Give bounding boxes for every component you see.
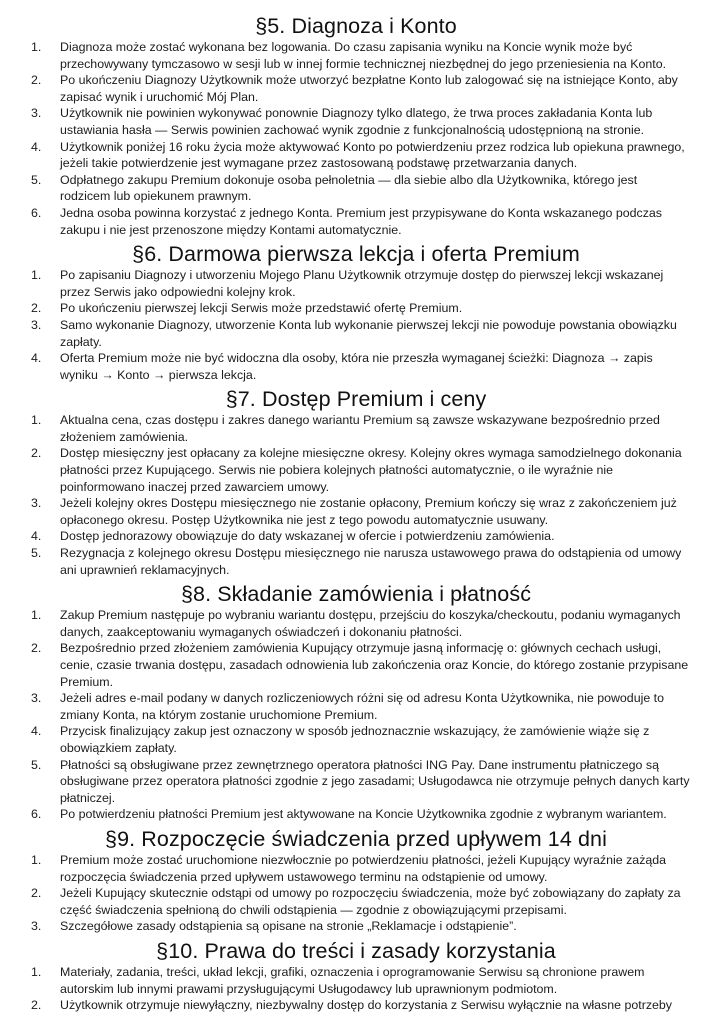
clause-text: Odpłatnego zakupu Premium dokonuje osoba pełnoletnia — dla siebie albo dla Użytkownika, którego jest rodzicem lub opiekunem prawnym.: [60, 172, 638, 204]
clause-item: [22, 105, 690, 138]
section-8: [22, 581, 690, 823]
clause-item: [22, 997, 690, 1014]
clause-item: [22, 607, 690, 640]
clause-number: 6.: [31, 807, 42, 822]
clause-text: Jeżeli adres e-mail podany w danych rozliczeniowych różni się od adresu Konta Użytkownika, nie powoduje to zmiany Konta, na którym zostanie uruchomione Premium.: [60, 691, 665, 722]
section-title: §8. Składanie zamówienia i płatność: [180, 582, 532, 607]
clause-item: [22, 545, 690, 578]
clause-item: [22, 39, 690, 72]
clause-text: Premium może zostać uruchomione niezwłocznie po potwierdzeniu płatności, jeżeli Kupujący wyraźnie zażąda rozpoczęcia świadczenia przed upływem ustawowego terminu na odstąpienie od umowy.: [60, 852, 667, 884]
clause-number: 4.: [31, 724, 42, 739]
clause-text: Diagnoza może zostać wykonana bez logowania. Do czasu zapisania wyniku na Koncie wynik może być przechowywany tymczasowo w sesji lub w innej formie technicznej niezbędnej do jego przeniesienia na Konto.: [60, 40, 667, 71]
clause-item: [22, 300, 690, 317]
clause-item: [22, 495, 690, 528]
clause-number: 4.: [31, 529, 42, 544]
clause-number: 3.: [31, 106, 42, 121]
clause-text: Materiały, zadania, treści, układ lekcji, grafiki, oznaczenia i oprogramowanie Serwisu są chronione prawem autorskim lub innymi prawami przysługującymi Usługodawcy lub uprawnionym podmiotom.: [60, 964, 645, 996]
clause-text: Jeżeli Kupujący skutecznie odstąpi od umowy po rozpoczęciu świadczenia, może być zobowiązany do zapłaty za część świadczenia spełnioną do chwili odstąpienia — zgodnie z obowiązującymi przepisami.: [60, 886, 681, 917]
clause-item: [22, 72, 690, 105]
clause-text: Szczegółowe zasady odstąpienia są opisane na stronie „Reklamacje i odstąpienie”.: [60, 919, 517, 934]
clause-item: [22, 350, 690, 383]
clause-text: Dostęp jednorazowy obowiązuje do daty wskazanej w ofercie i potwierdzeniu zamówienia.: [60, 529, 555, 544]
clause-number: 5.: [31, 546, 42, 561]
clause-number: 2.: [31, 998, 42, 1013]
section-title: §9. Rozpoczęcie świadczenia przed upływem 14 dni: [105, 826, 607, 851]
clause-item: [22, 528, 690, 545]
clause-item: [22, 806, 690, 823]
clause-number: 1.: [31, 608, 42, 623]
section-10: [22, 938, 690, 1014]
section-6: [22, 241, 690, 383]
clause-item: [22, 445, 690, 495]
section-title: §6. Darmowa pierwsza lekcja i oferta Premium: [132, 242, 580, 267]
clause-item: [22, 852, 690, 885]
clause-number: 6.: [31, 205, 42, 220]
clause-number: 5.: [31, 172, 42, 187]
clause-item: [22, 723, 690, 756]
clause-item: [22, 757, 690, 807]
clause-text: Rezygnacja z kolejnego okresu Dostępu miesięcznego nie narusza ustawowego prawa do odstąpienia od umowy ani uprawnień reklamacyjnych.: [60, 546, 682, 577]
clause-list: [22, 267, 690, 383]
section-title: §7. Dostęp Premium i ceny: [225, 387, 487, 412]
clause-text: Oferta Premium może nie być widoczna dla osoby, która nie przeszła wymaganej ścieżki: Diagnoza → zapis wyniku → Konto → pierwsza lekcja.: [60, 351, 653, 382]
clause-text: Po zapisaniu Diagnozy i utworzeniu Mojego Planu Użytkownik otrzymuje dostęp do pierwszej lekcji wskazanej przez Serwis jako odpowiedni kolejny krok.: [60, 268, 664, 299]
clause-item: [22, 317, 690, 350]
clause-number: 3.: [31, 919, 42, 934]
clause-text: Bezpośrednio przed złożeniem zamówienia Kupujący otrzymuje jasną informację o: głównych cechach usługi, cenie, czasie trwania dostępu, zasadach odnowienia lub zakończenia oraz Koncie, do którego zostanie przypisane Premium.: [60, 641, 689, 689]
clause-text: Przycisk finalizujący zakup jest oznaczony w sposób jednoznacznie wskazujący, że zamówienie wiąże się z obowiązkiem zapłaty.: [60, 724, 650, 755]
clause-item: [22, 205, 690, 238]
clause-text: Po potwierdzeniu płatności Premium jest aktywowane na Koncie Użytkownika zgodnie z wybranym wariantem.: [60, 807, 667, 822]
clause-item: [22, 964, 690, 997]
clause-text: Użytkownik otrzymuje niewyłączny, niezbywalny dostęp do korzystania z Serwisu wyłącznie na własne potrzeby: [60, 998, 672, 1013]
clause-number: 3.: [31, 496, 42, 511]
clause-item: [22, 918, 690, 935]
clause-number: 1.: [31, 268, 42, 283]
clause-text: Płatności są obsługiwane przez zewnętrznego operatora płatności ING Pay. Dane instrumentu płatniczego są obsługiwane przez operatora płatności zgodnie z jego zasadami; Usługodawca nie otrzymuje pełnych danych karty płatniczej.: [60, 757, 690, 805]
clause-number: 1.: [31, 40, 42, 54]
clause-number: 2.: [31, 73, 42, 88]
clause-list: [22, 964, 690, 1014]
clause-list: [22, 412, 690, 578]
clause-list: [22, 852, 690, 935]
clause-text: Jedna osoba powinna korzystać z jednego Konta. Premium jest przypisywane do Konta wskazanego podczas zakupu i nie jest przenoszone między Kontami automatycznie.: [60, 205, 662, 237]
clause-item: [22, 690, 690, 723]
section-9: [22, 826, 690, 935]
section-title: §10. Prawa do treści i zasady korzystania: [156, 938, 556, 963]
clause-text: Zakup Premium następuje po wybraniu wariantu dostępu, przejściu do koszyka/checkoutu, podaniu wymaganych danych, zaakceptowaniu wymaganych oświadczeń i dokonaniu płatności.: [60, 608, 681, 639]
clause-number: 4.: [31, 351, 42, 366]
clause-number: 2.: [31, 301, 42, 316]
clause-text: Jeżeli kolejny okres Dostępu miesięcznego nie zostanie opłacony, Premium kończy się wraz z zakończeniem już opłaconego okresu. Postęp Użytkownika nie jest z tego powodu automatycznie usuwany.: [60, 496, 677, 527]
clause-item: [22, 640, 690, 690]
clause-item: [22, 412, 690, 445]
clause-text: Samo wykonanie Diagnozy, utworzenie Konta lub wykonanie pierwszej lekcji nie powoduje powstania obowiązku zapłaty.: [60, 317, 677, 349]
clause-item: [22, 139, 690, 172]
clause-list: [22, 607, 690, 823]
clause-item: [22, 172, 690, 205]
clause-list: [22, 39, 690, 238]
clause-text: Dostęp miesięczny jest opłacany za kolejne miesięczne okresy. Kolejny okres wymaga samodzielnego dokonania płatności przez Kupującego. Serwis nie pobiera kolejnych płatności automatycznie, o ile wyraźnie nie poinformowano inaczej przed zawarciem umowy.: [60, 446, 682, 494]
clause-item: [22, 267, 690, 300]
clause-text: Po ukończeniu Diagnozy Użytkownik może utworzyć bezpłatne Konto lub zalogować się na istniejące Konto, aby zapisać wynik i uruchomić Mój Plan.: [60, 73, 678, 104]
clause-number: 2.: [31, 886, 42, 901]
clause-item: [22, 885, 690, 918]
clause-number: 1.: [31, 852, 42, 867]
clause-number: 4.: [31, 139, 42, 154]
clause-number: 2.: [31, 641, 42, 656]
clause-number: 1.: [31, 413, 42, 428]
clause-text: Aktualna cena, czas dostępu i zakres danego wariantu Premium są zawsze wskazywane bezpośrednio przed złożeniem zamówienia.: [60, 413, 660, 444]
clause-text: Po ukończeniu pierwszej lekcji Serwis może przedstawić ofertę Premium.: [60, 301, 463, 316]
clause-text: Użytkownik nie powinien wykonywać ponownie Diagnozy tylko dlatego, że trwa proces zakładania Konta lub ustawiania hasła — Serwis powinien zachować wynik zgodnie z funkcjonalnością udostępnioną na stronie.: [60, 106, 653, 137]
section-5: [22, 13, 690, 238]
section-title: §5. Diagnoza i Konto: [255, 14, 457, 38]
clause-number: 2.: [31, 446, 42, 461]
clause-number: 1.: [31, 964, 42, 979]
clause-number: 5.: [31, 757, 42, 772]
clause-number: 3.: [31, 691, 42, 706]
clause-text: Użytkownik poniżej 16 roku życia może aktywować Konto po potwierdzeniu przez rodzica lub opiekuna prawnego, jeżeli takie potwierdzenie jest wymagane przez zastosowaną podstawę przetwarzania danych.: [60, 139, 685, 171]
clause-number: 3.: [31, 317, 42, 332]
section-7: [22, 386, 690, 578]
